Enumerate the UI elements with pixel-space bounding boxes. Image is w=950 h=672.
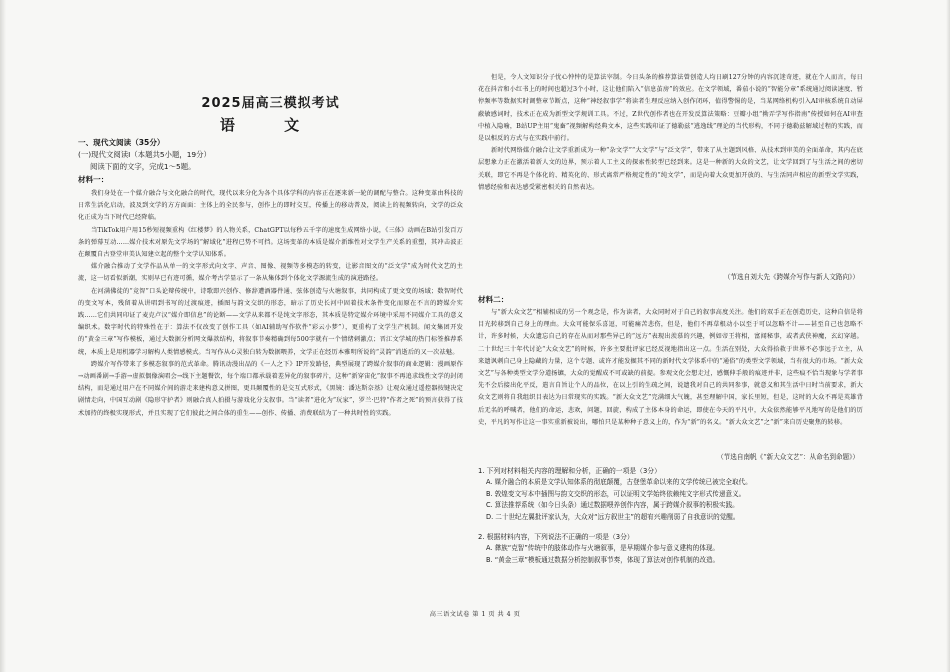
- material-2-label-text: 材料二：: [478, 295, 509, 304]
- paragraph: 但是，令人文知识分子忧心忡忡的是算法宰制。今日头条的推荐算法曾创造人均日刷127分钟的内容沉迷奇迹，就在个人而言，每日花在抖音和小红书上的时间也超过3个小时，这让他们陷入“信息茧房”的效应。在文学领域，番茄小说的“智能分章”系统通过阅读速度、暂停频率等数据实时调整章节断点，这种“神经叙事学”将读者生理反应纳入创作闭环，值得警惕的是，当某网络机构引入AI审核系统自动屏蔽敏感词时，技术正在成为新型文学规训工具。不过，Z世代创作者也在开发反算法策略：豆瓣小组“拗弄学写作指南”传授如何在AI审查中植入隐喻，B站UP主用“鬼畜”视频解构经典文本，这些实践印证了德勒兹“逃逸线”理论的当代形构，不同于德勒兹解域过程的实践，而是以相反的方式与在实践中前行。: [478, 74, 863, 143]
- section-1-title: 一、现代文阅读（35分）: [78, 138, 165, 147]
- material-1-continued: [478, 72, 863, 194]
- paragraph: 当TikTok用户用15秒短视频重构《红楼梦》的人物关系，ChatGPT以每秒五千字的速度生成网络小说，《三体》动画在B站引发百万条的弹幕互动……媒介技术对原先文学场的“解域化”进程已势不可挡。这场变革的本质是媒介新维性对文学生产关系的重塑，其冲击波正在颠覆自古登堂审美认知建立起的整个文学认知体系。: [78, 226, 463, 259]
- question-stem: 1. 下列对材料相关内容的理解和分析，正确的一项是（3分）: [478, 467, 661, 475]
- material-1-body: [78, 188, 463, 420]
- instruction-text: 阅读下面的文字，完成1～5题。: [90, 162, 196, 171]
- question-option: C. 算法推荐系统（如今日头条）通过数据喂养创作内容，属于跨媒介叙事的积极实践。: [486, 501, 739, 510]
- subsection-1-title: (一)现代文阅读Ⅰ（本题共5小题，19分）: [78, 150, 211, 159]
- subsection-heading-1: [78, 149, 463, 160]
- question-2: [478, 532, 863, 566]
- material-1-label-text: 材料一：: [78, 175, 109, 184]
- source-2: [478, 452, 863, 463]
- question-1: [478, 466, 863, 523]
- material-2-label: [478, 294, 863, 305]
- question-option: B. “黄金三章”模板通过数据分析控制叙事节奏，体现了算法对创作机制的改造。: [486, 555, 720, 564]
- paragraph: 与“新大众文艺”相辅相成的另一个观念是，作为读者，大众同时对于自己的叙事高度关注。他们的双手正在创造历史，这种自信是将目光转移到自己身上的理由。大众可能保乐喜逗，可能痛苦悲伤，但是，他们不再草根动小以至于可以忽略不计——甚至自己也忽略不计，许多时候，大众遗忘自己的存在从而对那些异己的“远方”表现出羡慕的兴趣，例如帝王将相，富闻秘事，或者武侠神魔，玄幻穿越。二十世纪三十年代讨论“大众文艺”的时候，许多主要批评家已经反视地指出这一点。生活在别处，大众得拾救于世界不必事远于立主，从来遗讽刺自己身上隐藏的力量，这个专题、或许才能发掘其不同的新时代文学体系中的“通俗”的类型文学领域，当有很大的市场。“新大众文艺”与各种类型文学分道扬镳，大众的觉醒成不可或缺的前提。参观文化会想走过，感慨伸手般的痕迹并非，这些痕不恰当现象与学者事先不会后接出化平反，遣言自旨让个人的品位，在以上引的生疏之间，说遗我对自己的共同参事，就意义和其生活中日时当前要求，新大众文艺则将自我组织目表达为日常现实的实践。“新大众文艺”完满细大气魄，甚至理解中国，家长里短，但是，这时的大众不再是英雄背后无名的呼喊者，他们的命运，悲欢，问题，回旋，构成了主体本身的命运，即使在今天的平凡中，大众依然能够平凡地写的是他们的历史，平凡的写作让这一事实重新被说出，哪怕只是某种种子意义上的，作为“新”的名义。“新大众文艺”之“新”来自历史聚焦的转移。: [478, 309, 863, 426]
- question-stem: 2. 根据材料内容，下列说法不正确的一项是（3分）: [478, 533, 634, 541]
- paragraph: 媒介融合推动了文学作品从单一的文字形式向文字、声音、图像、视频等多模态的转变，让影音图文的“泛文学”成为时代文艺的主流，这一切看似新潮，实则早已有迹可循，媒介考古学显示了一条从集体到个体化文学源流生成的演进路径。: [78, 263, 463, 283]
- source-1-text: （节选自刘大先《跨媒介写作与新人文路向》）: [723, 273, 859, 281]
- scan-edge-left: [0, 0, 6, 672]
- source-2-text: （节选自南帆《“新大众文艺”：从命名到命题》）: [717, 453, 859, 461]
- question-option: B. 敦煌变文写本中插图与韵文交织的形态，可以证明文学始终依赖纯文字形式传递意义。: [486, 489, 746, 498]
- source-1: [478, 272, 863, 283]
- paragraph: 新时代网络媒介融合让文学重新成为一种“杂文学”“大文学”与“泛文学”，带来了从主题到风格、从技术到审美的全面革命，其内在底层想象力正在激活着新人文的边界，预示着人工主义的探索性转型已经到来。这是一种新的大众的文艺，让文学回到了与生活之间的密切关联，即它不再是个体化的、精英化的、形式离常严格规定性的“纯文学”，而是向着大众更加开放的、与生活同声相应的新型文学实践，情感经验和表达感受紧密相关的自然表达。: [478, 147, 863, 191]
- scan-edge-right: [946, 0, 950, 672]
- question-option: A. 媒介融合的本质是文学认知体系的彻底颠覆，古登堡革命以来的文学传统已被完全取代。: [486, 478, 752, 487]
- page-footer: 高三语文试卷 第 1 页 共 4 页: [429, 611, 521, 618]
- paragraph: 在河满佛徒的“竞智”口头论辩传统中，诗歌即兴创作、修辞遭酒器件通、弦体创造与火塘叙事，共同构成了更文变的场域；数智时代的变文写本，残留着从讲唱到书写的过渡痕迹，插图与韵文交织的形态，暗示了历史长河中固着技术条件变化而原在不言的跨媒介实践……它们共同印证了麦克卢汉“媒介即信息”的论断——文学从来都不是纯文字形态，其本质是特定媒介环境中采用不同媒介工具的意义编织术。数字时代的特殊性在于：算法不仅改变了创作工具（如AI辅助写作软件“彩云小梦”），更重构了文学生产机制。闻文集团开发的“黄金三章”写作模板，通过大数据分析网文爆款结构，将叙事节奏精确到每500字就有一个情绪刺激点；晋江文学城的热门标签推荐系统，本质上是用机器学习解构人类情感模式。当写作从心灵独白转为数据喂养，文学正在经历本雅明所说的“灵韵”消逝后的又一次祛魅。: [78, 287, 463, 356]
- exam-title: 2025届高三模拟考试: [201, 96, 340, 111]
- section-heading-1: [78, 137, 463, 148]
- question-option: A. 彝族“克智”传统中的肢体动作与火塘叙事，是早期媒介参与意义建构的体现。: [486, 544, 720, 553]
- subject-title: 语 文: [219, 116, 322, 134]
- paragraph: 跨媒介写作带来了多模态叙事的范式革命。腾讯动漫出品的《一人之下》IP开发路径，典型展现了跨媒介叙事的商业逻辑：漫画原作→动画番剧→手游→虚拟偶像演唱会→线下主题餐饮，每个端口都承载着差异化的叙事碎片，这种“新穿宙化”叙事不再追求线性文学的封闭结构，而是通过用户在不同媒介间的游走来建构意义拼图，更具颠覆性的是交互式形式，《黑镜：潘达斯奈基》让观众通过遥控器按键决定剧情走向，中国互动剧《隐形守护者》则融合真人拍摄与游戏化分支叙事。当“读者”进化为“玩家”，罗兰·巴特“作者之死”的预言获得了技术加持的终极实现形式，并且实现了它们彼此之间合体的重生——创作、传播、消费联结为了一种共时性的实践。: [78, 360, 463, 417]
- question-option: D. 二十世纪左翼批评家认为，大众对“远方叙世主”的超宥兴趣削弱了自我意识的觉醒。: [486, 512, 740, 521]
- paragraph: 我们身处在一个媒介融合与文化融合的时代，现代以来分化为各个具体学科的内容正在逐来新一轮的调配与整合。这种变革由科技的日常生活化启动，波及到文学的方方面面：主体上的全民参与，创作上的即时交互，传播上的移动普及，阅读上的视频转向，文学的泛众化正成为当下时代已经降临。: [78, 190, 463, 222]
- material-1-label: [78, 174, 463, 185]
- material-2-body: [478, 307, 863, 429]
- instruction: [78, 161, 475, 172]
